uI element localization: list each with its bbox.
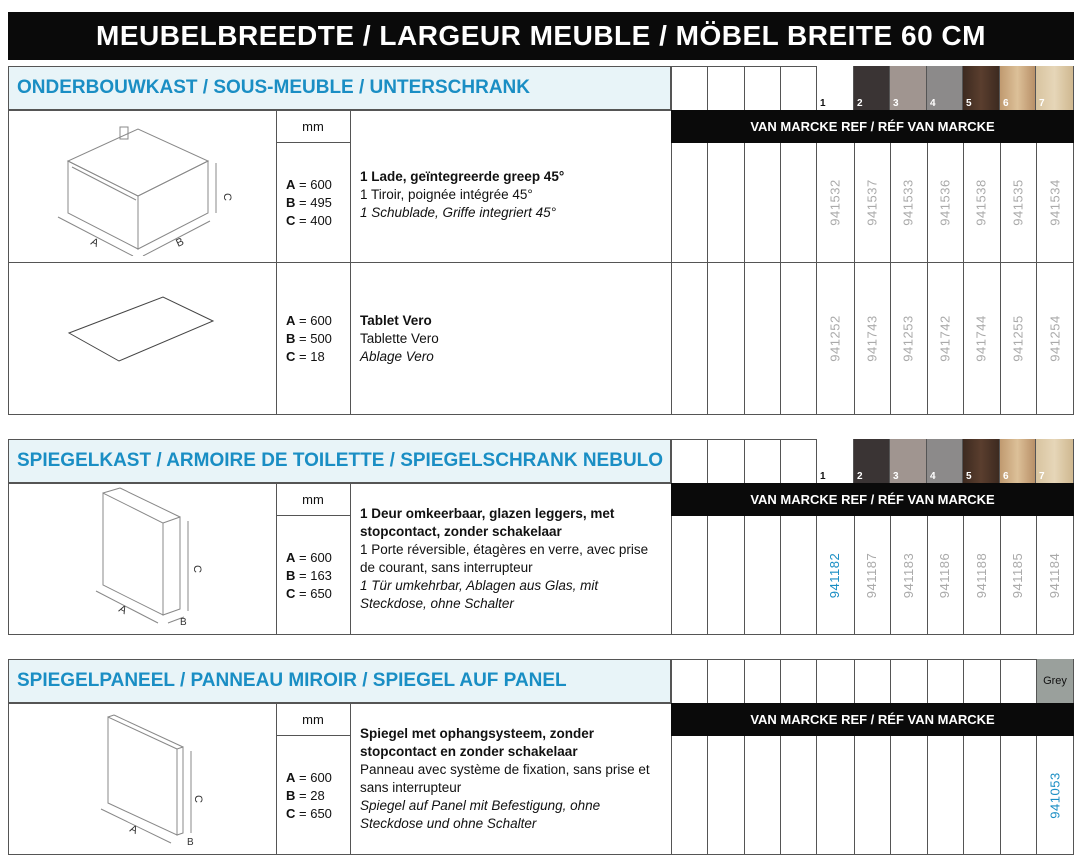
svg-text:B: B xyxy=(174,235,186,250)
swatch-3: 3 xyxy=(890,66,927,110)
svg-text:A: A xyxy=(116,602,129,618)
ref-code: 941742 xyxy=(937,315,953,362)
base-cabinet-drawing xyxy=(48,121,238,256)
swatch-grey: Grey xyxy=(1037,659,1074,703)
dimensions: A = 600 B = 500 C = 18 xyxy=(286,312,332,364)
swatch-7: 7 xyxy=(1036,66,1074,110)
section-title: SPIEGELKAST / ARMOIRE DE TOILETTE / SPIEGELSCHRANK NEBULO xyxy=(8,439,671,483)
ref-code: 941538 xyxy=(974,179,990,226)
section-base-cabinet xyxy=(8,66,1074,415)
swatch-7: 7 xyxy=(1036,439,1074,483)
ref-header: VAN MARCKE REF / RÉF VAN MARCKE xyxy=(671,110,1074,143)
section-title: SPIEGELPANEEL / PANNEAU MIROIR / SPIEGEL AUF PANEL xyxy=(8,659,671,703)
mirror-panel-drawing xyxy=(73,711,223,846)
swatch-4: 4 xyxy=(927,439,963,483)
ref-header: VAN MARCKE REF / RÉF VAN MARCKE xyxy=(671,703,1074,736)
ref-code: 941253 xyxy=(901,315,917,362)
ref-code: 941053 xyxy=(1047,772,1063,819)
ref-code: 941537 xyxy=(864,179,880,226)
mm-header: mm xyxy=(276,483,350,516)
section-mirror-panel xyxy=(8,659,1074,855)
mm-header: mm xyxy=(276,703,350,736)
svg-text:B: B xyxy=(180,617,187,627)
swatch-1: 1 xyxy=(817,439,854,483)
ref-code: 941535 xyxy=(1010,179,1026,226)
ref-code: 941743 xyxy=(864,315,880,362)
mm-header: mm xyxy=(276,110,350,143)
ref-code: 941254 xyxy=(1047,315,1063,362)
description: 1 Lade, geïntegreerde greep 45° 1 Tiroir, poignée intégrée 45° 1 Schublade, Griffe integriert 45° xyxy=(360,169,565,220)
svg-text:B: B xyxy=(187,837,194,846)
svg-text:A: A xyxy=(127,822,140,837)
ref-code: 941255 xyxy=(1010,315,1026,362)
dimensions: A = 600 B = 28 C = 650 xyxy=(286,769,332,821)
section-mirror-cabinet xyxy=(8,439,1074,635)
dimensions: A = 600 B = 163 C = 650 xyxy=(286,549,332,601)
swatch-2: 2 xyxy=(854,66,890,110)
ref-code: 941183 xyxy=(901,552,917,599)
ref-code: 941534 xyxy=(1047,179,1063,226)
ref-code: 941252 xyxy=(827,315,843,362)
description: 1 Deur omkeerbaar, glazen leggers, met stopcontact, zonder schakelaar 1 Porte réversible, étagères en verre, avec prise de courant, sans interrupteur 1 Tür umkehrbar, Ablagen aus Glas, mit Steckdose, ohne Schalter xyxy=(360,506,649,611)
ref-code: 941188 xyxy=(974,552,990,599)
dimensions: A = 600 B = 495 C = 400 xyxy=(286,176,332,228)
svg-text:A: A xyxy=(88,235,101,250)
countertop-drawing xyxy=(63,291,223,371)
swatch-3: 3 xyxy=(890,439,927,483)
svg-text:C: C xyxy=(192,795,204,803)
ref-code: 941532 xyxy=(827,179,843,226)
ref-code: 941536 xyxy=(937,179,953,226)
description: Spiegel met ophangsysteem, zonder stopcontact en zonder schakelaar Panneau avec système de fixation, sans prise et sans interrupteur Spiegel auf Panel mit Befestigung, ohne Steckdose und ohne Schalter xyxy=(360,726,650,831)
description: Tablet Vero Tablette Vero Ablage Vero xyxy=(360,312,439,364)
page-title: MEUBELBREEDTE / LARGEUR MEUBLE / MÖBEL BREITE 60 CM xyxy=(8,12,1074,60)
ref-code: 941186 xyxy=(937,552,953,599)
ref-header: VAN MARCKE REF / RÉF VAN MARCKE xyxy=(671,483,1074,516)
swatch-6: 6 xyxy=(1000,66,1036,110)
mirror-cabinet-drawing xyxy=(68,487,228,627)
svg-text:C: C xyxy=(221,193,233,201)
ref-code: 941185 xyxy=(1010,552,1026,599)
swatch-2: 2 xyxy=(854,439,890,483)
swatch-5: 5 xyxy=(963,66,1000,110)
ref-code: 941744 xyxy=(974,315,990,362)
swatch-5: 5 xyxy=(963,439,1000,483)
ref-code: 941184 xyxy=(1047,552,1063,599)
ref-code: 941187 xyxy=(864,552,880,599)
svg-text:C: C xyxy=(191,565,203,573)
section-title: ONDERBOUWKAST / SOUS-MEUBLE / UNTERSCHRANK xyxy=(8,66,671,110)
swatch-6: 6 xyxy=(1000,439,1036,483)
ref-code: 941533 xyxy=(901,179,917,226)
swatch-4: 4 xyxy=(927,66,963,110)
ref-code: 941182 xyxy=(827,552,843,599)
swatch-1: 1 xyxy=(817,66,854,110)
